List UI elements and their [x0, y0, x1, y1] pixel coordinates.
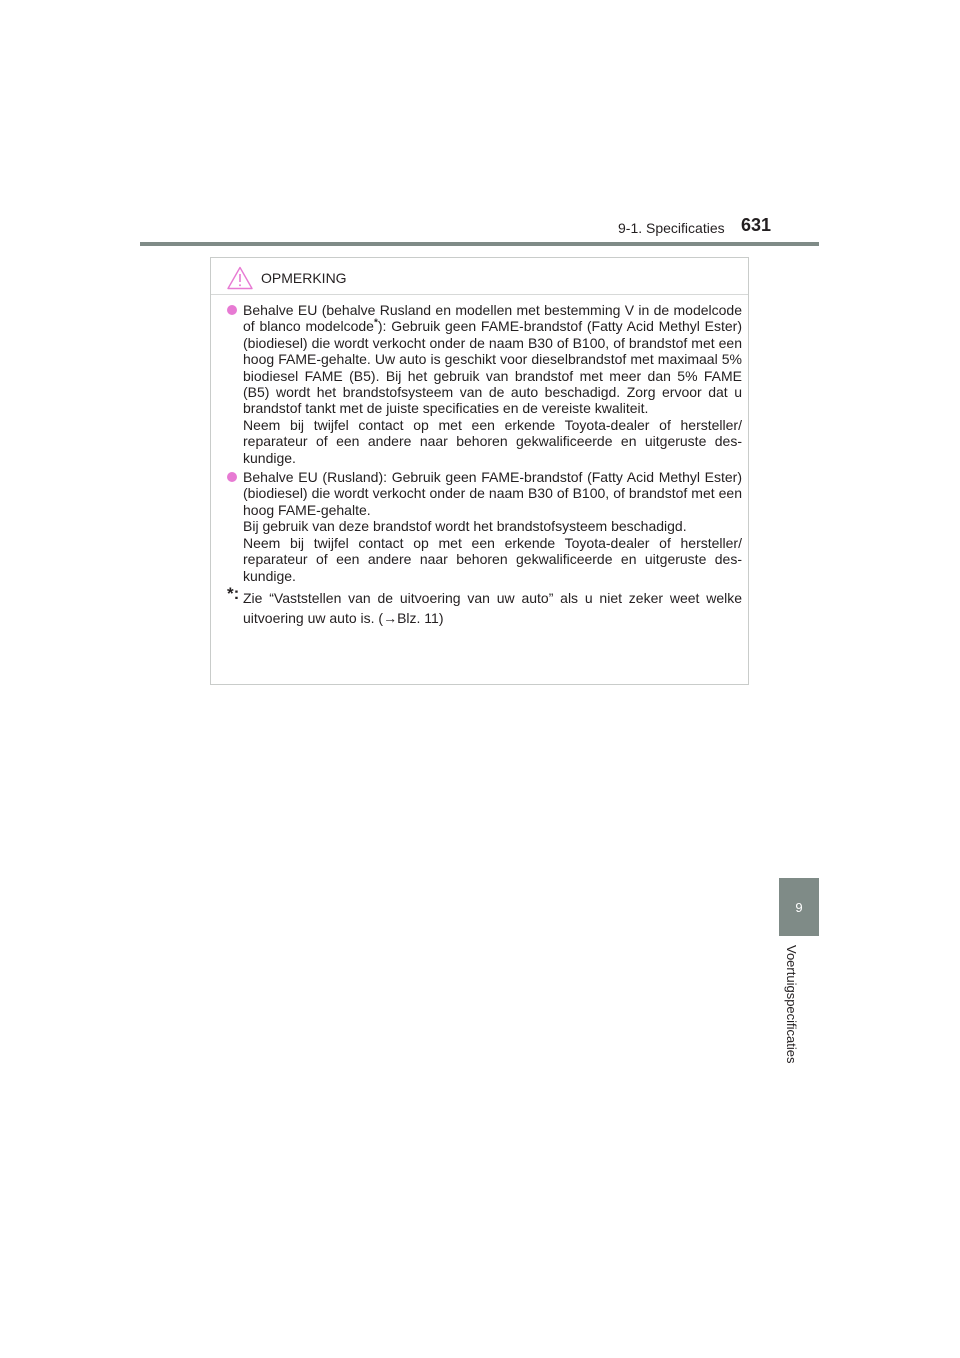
bullet-dot [227, 472, 237, 482]
chapter-title: Voertuigspecificaties [784, 945, 799, 1064]
notice-divider [211, 294, 748, 295]
notice-title: OPMERKING [261, 270, 347, 286]
bullet-text-extra: Bij gebruik van deze brandstof wordt het brandstofsysteem beschadigd. [243, 518, 687, 535]
section-title: 9-1. Specificaties [618, 220, 725, 236]
bullet-text-extra: Neem bij twijfel contact op met een erkende Toyota-dealer of hersteller/ reparateur of een andere naar behoren gekwalificeerde en uitgeruste des- kundige. [243, 534, 742, 584]
bullet-text-extra: Neem bij twijfel contact op met een erkende Toyota-dealer of hersteller/ reparateur of een andere naar behoren gekwalificeerde en uitgeruste des- kundige. [243, 416, 742, 466]
notice-bullet [227, 469, 742, 584]
footnote [227, 583, 742, 628]
bullet-text-part: Behalve EU (behalve Rusland en modellen met bestemming V in de modelcode of blanco modelcode [243, 302, 742, 335]
footnote-marker: * [373, 317, 378, 329]
warning-triangle-icon [227, 266, 253, 290]
notice-box [210, 257, 749, 685]
notice-bullet [227, 302, 742, 466]
bullet-text [243, 302, 742, 417]
footnote-text: Zie “Vaststellen van de uitvoering van uw auto” als u niet zeker weet welke uitvoering uw auto is. (→Blz. 11) [243, 589, 742, 626]
chapter-tab [779, 878, 819, 936]
notice-header [227, 263, 347, 293]
bullet-text-part: ): Gebruik geen FAME-brandstof (Fatty Acid Methyl Ester) (biodiesel) die wordt verkocht onder de naam B30 of B100, of brandstof met een hoog FAME-gehalte. Uw auto is geschikt voor dieselbrandstof met maximaal 5% biodiesel FAME (B5). Bij het gebruik van brandstof met meer dan 5% FAME (B5) wordt het brandstofsysteem van de auto beschadigd. Zorg ervoor dat u brandstof tankt met de juiste specificaties en de vereiste kwaliteit. [243, 318, 742, 417]
bullet-dot [227, 305, 237, 315]
footnote-mark: *: [227, 583, 240, 603]
bullet-text: Behalve EU (Rusland): Gebruik geen FAME-brandstof (Fatty Acid Methyl Ester) (biodiesel) die wordt verkocht onder de naam B30 of B100, of brandstof met een hoog FAME-gehalte. [243, 469, 742, 518]
notice-body [227, 302, 742, 628]
header-rule [140, 242, 819, 246]
page-number: 631 [741, 215, 772, 235]
chapter-number: 9 [795, 899, 803, 915]
